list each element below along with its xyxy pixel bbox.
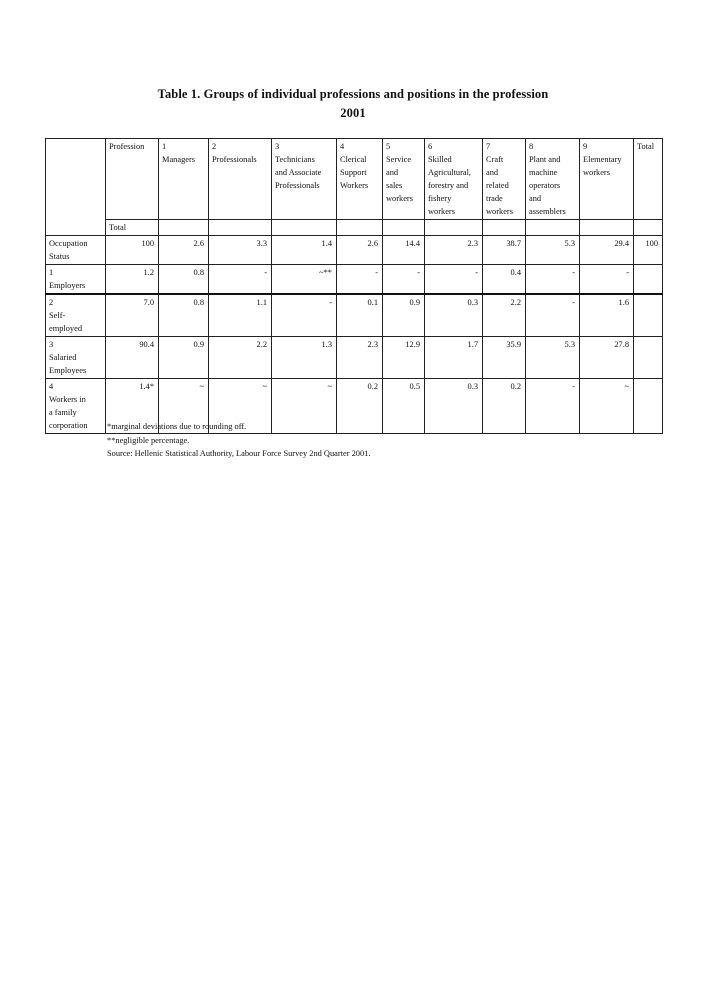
cell-line: Employees <box>49 366 87 375</box>
value-cell: ~** <box>272 265 337 295</box>
cell-line: 1 <box>49 268 54 277</box>
cell-line: Salaried <box>49 353 77 362</box>
group-name-line: trade <box>486 194 503 203</box>
value-cell: ~ <box>209 379 272 434</box>
grand-total-cell: 100 <box>634 236 663 265</box>
row-label <box>46 337 106 379</box>
value-cell: 12.9 <box>383 337 425 379</box>
footnote: **negligible percentage. <box>107 435 190 445</box>
table-title: Table 1. Groups of individual professions and positions in the profession <box>157 87 549 101</box>
group-name-line: Service <box>386 155 412 164</box>
group-name-line: Support <box>340 168 367 177</box>
group-name-line: related <box>486 181 509 190</box>
group-name-line: Elementary <box>583 155 622 164</box>
group-name-line: fishery <box>428 194 452 203</box>
group-number: 9 <box>583 142 588 151</box>
group-name-line: forestry and <box>428 181 469 190</box>
grand-total-cell <box>634 379 663 434</box>
group-name-line: machine <box>529 168 558 177</box>
grand-total-cell <box>634 265 663 295</box>
cell-line: Workers in <box>49 395 86 404</box>
group-name-line: sales <box>386 181 403 190</box>
group-name-line: assemblers <box>529 207 566 216</box>
cell-line: Status <box>49 252 70 261</box>
footnotes <box>107 420 370 461</box>
value-cell: 0.8 <box>159 265 209 295</box>
cell-line: employed <box>49 324 83 333</box>
group-number: 6 <box>428 142 433 151</box>
row-total: 90.4 <box>106 337 159 379</box>
cell-line: Self- <box>49 311 66 320</box>
value-cell: 1.1 <box>209 294 272 337</box>
table-row <box>46 236 663 265</box>
empty-cell <box>209 220 272 236</box>
value-cell: - <box>272 294 337 337</box>
group-name-line: and <box>529 194 542 203</box>
empty-cell <box>425 220 483 236</box>
group-name-line: Skilled <box>428 155 452 164</box>
empty-cell <box>634 220 663 236</box>
header-total: Total <box>634 139 663 220</box>
value-cell: 0.3 <box>425 294 483 337</box>
group-name-line: Managers <box>162 155 196 164</box>
group-number: 5 <box>386 142 391 151</box>
group-name-line: Technicians <box>275 155 315 164</box>
value-cell: - <box>209 265 272 295</box>
value-cell: 0.5 <box>383 379 425 434</box>
group-name-line: operators <box>529 181 561 190</box>
group-name-line: Plant and <box>529 155 561 164</box>
header-group <box>159 139 209 220</box>
group-name-line: Professionals <box>212 155 257 164</box>
group-name-line: Professionals <box>275 181 320 190</box>
group-name-line: Agricultural, <box>428 168 472 177</box>
group-number: 8 <box>529 142 534 151</box>
group-number: 3 <box>275 142 280 151</box>
header-group <box>526 139 580 220</box>
group-number: 2 <box>212 142 217 151</box>
value-cell: - <box>526 379 580 434</box>
grand-total-cell <box>634 337 663 379</box>
group-number: 1 <box>162 142 167 151</box>
value-cell: 0.4 <box>483 265 526 295</box>
value-cell: - <box>526 265 580 295</box>
cell-line: 2 <box>49 298 54 307</box>
value-cell: 1.7 <box>425 337 483 379</box>
header-group <box>383 139 425 220</box>
row-label <box>46 379 106 434</box>
row-total: 1.4* <box>106 379 159 434</box>
table-body <box>46 139 663 434</box>
group-name-line: and <box>386 168 399 177</box>
group-name-line: workers <box>583 168 610 177</box>
header-group <box>483 139 526 220</box>
empty-cell <box>272 220 337 236</box>
header-group <box>337 139 383 220</box>
value-cell: 14.4 <box>383 236 425 265</box>
row-total: 1.2 <box>106 265 159 295</box>
value-cell: 0.2 <box>337 379 383 434</box>
value-cell: - <box>383 265 425 295</box>
value-cell: 2.3 <box>337 337 383 379</box>
value-cell: 1.6 <box>580 294 634 337</box>
value-cell: 0.3 <box>425 379 483 434</box>
group-name-line: workers <box>386 194 413 203</box>
empty-cell <box>383 220 425 236</box>
value-cell: 38.7 <box>483 236 526 265</box>
cell-line: 4 <box>49 382 54 391</box>
value-cell: 5.3 <box>526 337 580 379</box>
empty-cell <box>526 220 580 236</box>
value-cell: 0.9 <box>383 294 425 337</box>
table-row <box>46 337 663 379</box>
value-cell: 1.3 <box>272 337 337 379</box>
value-cell: ~ <box>580 379 634 434</box>
value-cell: 2.6 <box>337 236 383 265</box>
table-row <box>46 265 663 295</box>
group-number: 4 <box>340 142 345 151</box>
value-cell: 2.3 <box>425 236 483 265</box>
corner-cell <box>46 139 106 236</box>
value-cell: 0.8 <box>159 294 209 337</box>
value-cell: 3.3 <box>209 236 272 265</box>
group-name-line: Workers <box>340 181 369 190</box>
header-subrow <box>46 220 663 236</box>
group-number: 7 <box>486 142 491 151</box>
empty-cell <box>159 220 209 236</box>
value-cell: - <box>526 294 580 337</box>
value-cell: 0.9 <box>159 337 209 379</box>
empty-cell <box>337 220 383 236</box>
value-cell: 2.2 <box>483 294 526 337</box>
empty-cell <box>580 220 634 236</box>
value-cell: ~ <box>159 379 209 434</box>
header-group <box>209 139 272 220</box>
group-name-line: Craft <box>486 155 504 164</box>
source-note: Source: Hellenic Statistical Authority, Labour Force Survey 2nd Quarter 2001. <box>107 449 371 458</box>
footnote: *marginal deviations due to rounding off. <box>107 422 247 431</box>
group-name-line: Clerical <box>340 155 367 164</box>
row-label <box>46 236 106 265</box>
header-profession: Profession <box>106 139 159 220</box>
row-label <box>46 294 106 337</box>
group-name-line: workers <box>486 207 513 216</box>
cell-line: 3 <box>49 340 54 349</box>
value-cell: 5.3 <box>526 236 580 265</box>
cell-line: corporation <box>49 421 88 430</box>
grand-total-cell <box>634 294 663 337</box>
value-cell: 27.8 <box>580 337 634 379</box>
value-cell: 29.4 <box>580 236 634 265</box>
header-group <box>580 139 634 220</box>
group-name-line: and <box>486 168 499 177</box>
row-total: 7.0 <box>106 294 159 337</box>
header-total-sub: Total <box>106 220 159 236</box>
value-cell: - <box>425 265 483 295</box>
value-cell: 2.6 <box>159 236 209 265</box>
data-table <box>45 138 663 434</box>
value-cell: - <box>580 265 634 295</box>
empty-cell <box>483 220 526 236</box>
cell-line: a family <box>49 408 77 417</box>
value-cell: 0.1 <box>337 294 383 337</box>
row-label <box>46 265 106 295</box>
value-cell: - <box>337 265 383 295</box>
header-group <box>272 139 337 220</box>
table-year: 2001 <box>340 106 366 120</box>
row-total: 100 <box>106 236 159 265</box>
value-cell: 1.4 <box>272 236 337 265</box>
group-name-line: and Associate <box>275 168 322 177</box>
value-cell: 2.2 <box>209 337 272 379</box>
cell-line: Employers <box>49 281 86 290</box>
value-cell: ~ <box>272 379 337 434</box>
cell-line: Occupation <box>49 239 88 248</box>
header-row <box>46 139 663 220</box>
header-group <box>425 139 483 220</box>
value-cell: 0.2 <box>483 379 526 434</box>
group-name-line: workers <box>428 207 455 216</box>
table-row <box>46 294 663 337</box>
value-cell: 35.9 <box>483 337 526 379</box>
